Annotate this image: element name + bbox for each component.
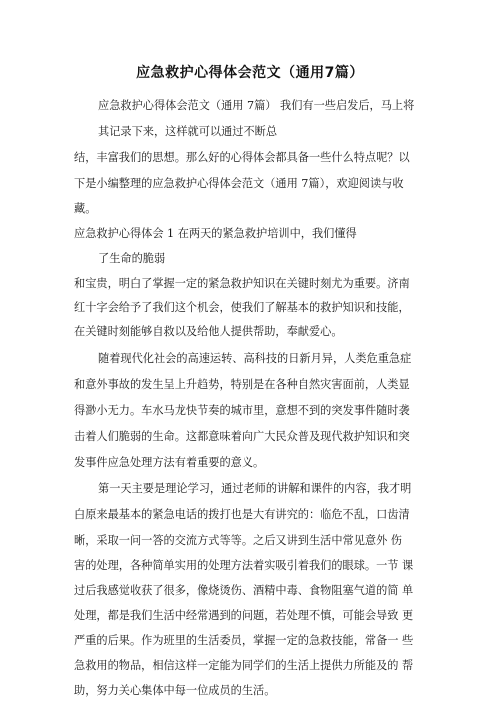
paragraph-line: 过后我感觉收获了很多，像烧烫伤、酒精中毒、食物阻塞气道的简 单 (74, 584, 414, 597)
paragraph-line: 击着人们脆弱的生命。这都意味着向广大民众普及现代救护知识和突 (74, 430, 410, 443)
paragraph-line: 随着现代化社会的高速运转、高科技的日新月异，人类危重急症 (98, 352, 412, 365)
paragraph-line: 白原来最基本的紧急电话的拨打也是大有讲究的：临危不乱，口齿清 (74, 508, 410, 521)
paragraph-line: 红十字会给予了我们这个机会，使我们了解基本的救护知识和技能， (74, 301, 410, 314)
paragraph-line: 下是小编整理的应急救护心得体会范文（通用 7篇），欢迎阅读与收 (74, 177, 404, 190)
paragraph-line: 和意外事故的发生呈上升趋势，特别是在各种自然灾害面前，人类显 (74, 378, 410, 391)
paragraph-line: 在关键时刻能够自救以及给他人提供帮助，奉献爱心。 (74, 325, 343, 338)
paragraph-line: 害的处理，各种简单实用的处理方法着实吸引着我们的眼球。一节 课 (74, 559, 414, 572)
paragraph-line: 藏。 (74, 202, 97, 215)
paragraph-line: 急救用的物品，相信这样一定能为同学们的生活上提供力所能及的 帮 (74, 659, 414, 672)
paragraph-line: 助，努力关心集体中每一位成员的生活。 (74, 684, 276, 697)
paragraph-line: 严重的后果。作为班里的生活委员，掌握一定的急救技能，常备一 些 (74, 634, 414, 647)
paragraph-line: 了生命的脆弱 (98, 252, 166, 265)
paragraph-line: 发事件应急处理方法有着重要的意义。 (74, 456, 265, 469)
paragraph-line: 和宝贵，明白了掌握一定的紧急救护知识在关键时刻尤为重要。济南 (74, 277, 410, 290)
paragraph-line: 晰，采取一问一答的交流方式等等。之后又讲到生活中常见意外 伤 (74, 534, 402, 547)
paragraph-line: 得渺小无力。车水马龙快节奏的城市里，意想不到的突发事件随时袭 (74, 404, 410, 417)
paragraph-line: 第一天主要是理论学习，通过老师的讲解和课件的内容，我才明 (98, 482, 412, 495)
paragraph-line: 应急救护心得体会范文（通用 7篇） 我们有一些启发后，马上将 (98, 99, 415, 112)
document-title: 应急救护心得体会范文（通用7篇） (136, 65, 364, 81)
paragraph-line: 其记录下来，这样就可以通过不断总 (98, 125, 278, 138)
section-heading-line: 应急救护心得体会 1 在两天的紧急救护培训中，我们懂得 (74, 227, 357, 240)
paragraph-line: 处理，都是我们生活中经常遇到的问题，若处理不慎，可能会导致 更 (74, 609, 414, 622)
paragraph-line: 结，丰富我们的思想。那么好的心得体会都具备一些什么特点呢？以 (74, 151, 410, 164)
